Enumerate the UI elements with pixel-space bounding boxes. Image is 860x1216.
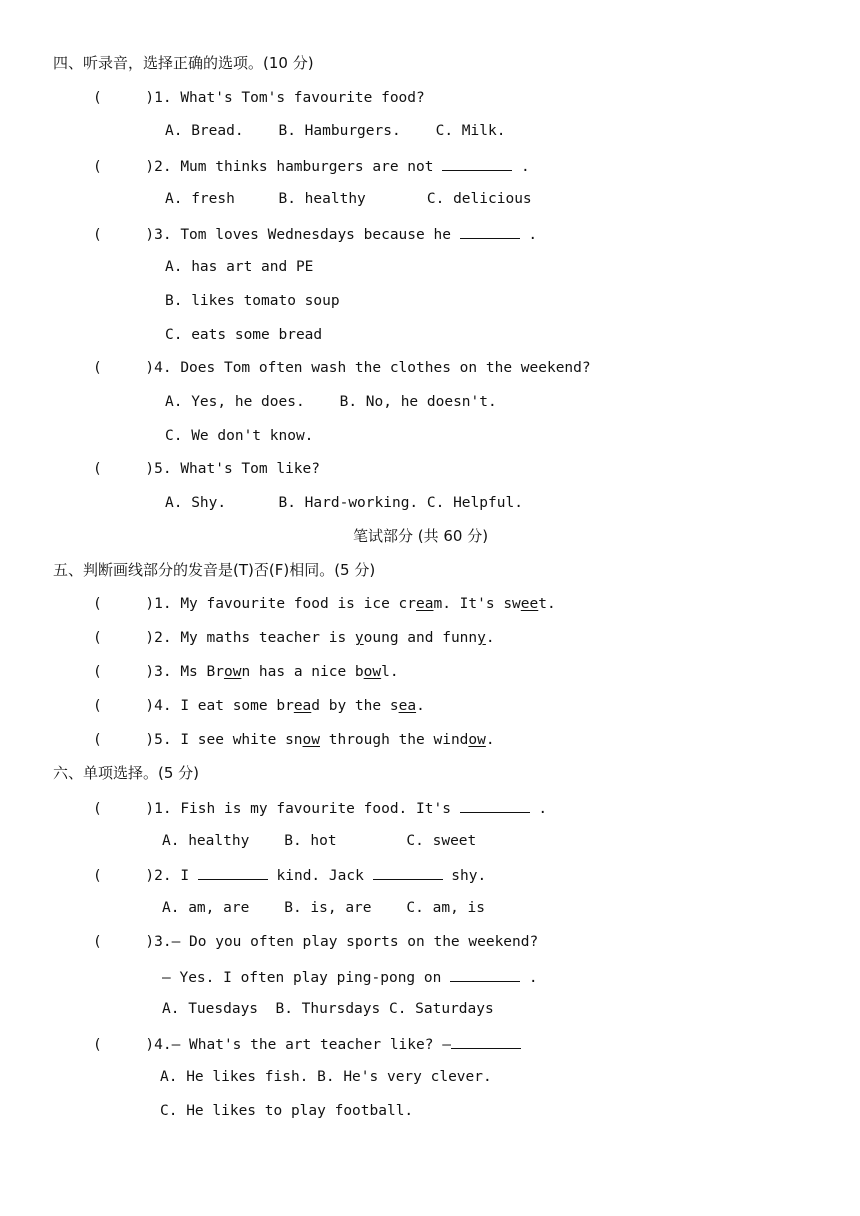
underlined-letters: ee bbox=[520, 596, 539, 612]
text: . bbox=[485, 732, 495, 748]
s4-question-4 bbox=[93, 358, 591, 378]
underlined-letters: ea bbox=[416, 596, 434, 612]
text: My maths teacher is bbox=[180, 630, 355, 646]
answer-bracket[interactable]: ( )2. bbox=[93, 159, 181, 175]
s4-q4-options-ab: A. Yes, he does. B. No, he doesn't. bbox=[165, 394, 497, 410]
answer-bracket[interactable]: ( )1. bbox=[93, 801, 181, 817]
s4-question-3 bbox=[93, 223, 537, 245]
s6-q4-options-ab: A. He likes fish. B. He's very clever. bbox=[160, 1069, 492, 1085]
s4-q3-option-c: C. eats some bread bbox=[165, 327, 323, 343]
s6-q4-option-c: C. He likes to play football. bbox=[160, 1103, 414, 1119]
question-text: shy. bbox=[442, 868, 487, 884]
question-end: . bbox=[520, 970, 538, 986]
answer-blank[interactable] bbox=[373, 864, 443, 880]
question-text: — Do you often play sports on the weekend? bbox=[171, 934, 539, 950]
s5-question-1 bbox=[93, 594, 556, 614]
text: through the wind bbox=[320, 732, 469, 748]
underlined-letters: y bbox=[477, 630, 486, 646]
answer-blank[interactable] bbox=[198, 864, 268, 880]
text: oung and funn bbox=[363, 630, 478, 646]
text: I see white sn bbox=[180, 732, 303, 748]
text: l. bbox=[381, 664, 399, 680]
text: Ms Br bbox=[180, 664, 224, 680]
question-text: Tom loves Wednesdays because he bbox=[180, 227, 451, 243]
answer-blank[interactable] bbox=[460, 223, 520, 239]
section-5-heading: 五、判断画线部分的发音是(T)否(F)相同。(5 分) bbox=[53, 561, 376, 579]
s4-q1-options: A. Bread. B. Hamburgers. C. Milk. bbox=[165, 123, 506, 139]
answer-bracket[interactable]: ( )4. bbox=[93, 360, 181, 376]
s5-question-3 bbox=[93, 662, 399, 682]
question-text: — What's the art teacher like? — bbox=[171, 1037, 451, 1053]
answer-bracket[interactable]: ( )1. bbox=[93, 596, 181, 612]
answer-bracket[interactable]: ( )2. bbox=[93, 868, 181, 884]
answer-blank[interactable] bbox=[450, 966, 520, 982]
text: I eat some br bbox=[180, 698, 294, 714]
underlined-letters: ea bbox=[398, 698, 417, 714]
text: My favourite food is ice cr bbox=[180, 596, 417, 612]
written-part-title: 笔试部分 (共 60 分) bbox=[353, 527, 489, 545]
answer-blank[interactable] bbox=[442, 155, 512, 171]
s4-question-2 bbox=[93, 155, 530, 177]
question-text: Mum thinks hamburgers are not bbox=[180, 159, 434, 175]
s4-q2-options: A. fresh B. healthy C. delicious bbox=[165, 191, 532, 207]
answer-blank[interactable] bbox=[460, 797, 530, 813]
reply-text: — Yes. I often play ping-pong on bbox=[162, 970, 442, 986]
s6-q2-options: A. am, are B. is, are C. am, is bbox=[162, 900, 486, 916]
s6-q3-reply bbox=[162, 966, 538, 988]
question-text: What's Tom like? bbox=[180, 461, 320, 477]
question-text: I bbox=[180, 868, 190, 884]
s6-q3-options: A. Tuesdays B. Thursdays C. Saturdays bbox=[162, 1001, 494, 1017]
s6-question-2 bbox=[93, 864, 486, 886]
question-end: . bbox=[512, 159, 530, 175]
s5-question-2 bbox=[93, 628, 495, 648]
s4-question-1 bbox=[93, 88, 425, 108]
question-text: Fish is my favourite food. It's bbox=[180, 801, 451, 817]
text: d by the s bbox=[311, 698, 399, 714]
underlined-letters: ow bbox=[302, 732, 320, 748]
text: t. bbox=[538, 596, 556, 612]
s5-question-4 bbox=[93, 696, 425, 716]
text: . bbox=[416, 698, 425, 714]
answer-bracket[interactable]: ( )4. bbox=[93, 1037, 172, 1053]
underlined-letters: ow bbox=[468, 732, 486, 748]
answer-bracket[interactable]: ( )5. bbox=[93, 461, 181, 477]
underlined-letters: ea bbox=[293, 698, 312, 714]
s4-q3-option-b: B. likes tomato soup bbox=[165, 293, 340, 309]
s6-q1-options: A. healthy B. hot C. sweet bbox=[162, 833, 477, 849]
section-4-heading: 四、听录音，选择正确的选项。(10 分) bbox=[53, 54, 314, 72]
s4-q5-options: A. Shy. B. Hard-working. C. Helpful. bbox=[165, 495, 523, 511]
question-end: . bbox=[519, 227, 538, 243]
answer-bracket[interactable]: ( )3. bbox=[93, 664, 181, 680]
underlined-letters: ow bbox=[363, 664, 382, 680]
question-end: . bbox=[529, 801, 548, 817]
answer-bracket[interactable]: ( )4. bbox=[93, 698, 181, 714]
s4-q4-option-c: C. We don't know. bbox=[165, 428, 314, 444]
answer-bracket[interactable]: ( )3. bbox=[93, 227, 181, 243]
s6-question-1 bbox=[93, 797, 547, 819]
question-text: Does Tom often wash the clothes on the weekend? bbox=[180, 360, 591, 376]
underlined-letters: y bbox=[354, 630, 364, 646]
s5-question-5 bbox=[93, 730, 495, 750]
underlined-letters: ow bbox=[223, 664, 242, 680]
s4-question-5 bbox=[93, 459, 320, 479]
s6-question-3 bbox=[93, 932, 538, 952]
answer-bracket[interactable]: ( )1. bbox=[93, 90, 181, 106]
s6-question-4 bbox=[93, 1033, 521, 1055]
text: m. It's sw bbox=[433, 596, 521, 612]
answer-bracket[interactable]: ( )2. bbox=[93, 630, 181, 646]
question-text: kind. Jack bbox=[267, 868, 364, 884]
section-6-heading: 六、单项选择。(5 分) bbox=[53, 764, 200, 782]
s4-q3-option-a: A. has art and PE bbox=[165, 259, 314, 275]
answer-bracket[interactable]: ( )3. bbox=[93, 934, 172, 950]
text: n has a nice b bbox=[241, 664, 364, 680]
answer-blank[interactable] bbox=[451, 1033, 521, 1049]
text: . bbox=[485, 630, 495, 646]
question-text: What's Tom's favourite food? bbox=[180, 90, 425, 106]
answer-bracket[interactable]: ( )5. bbox=[93, 732, 181, 748]
